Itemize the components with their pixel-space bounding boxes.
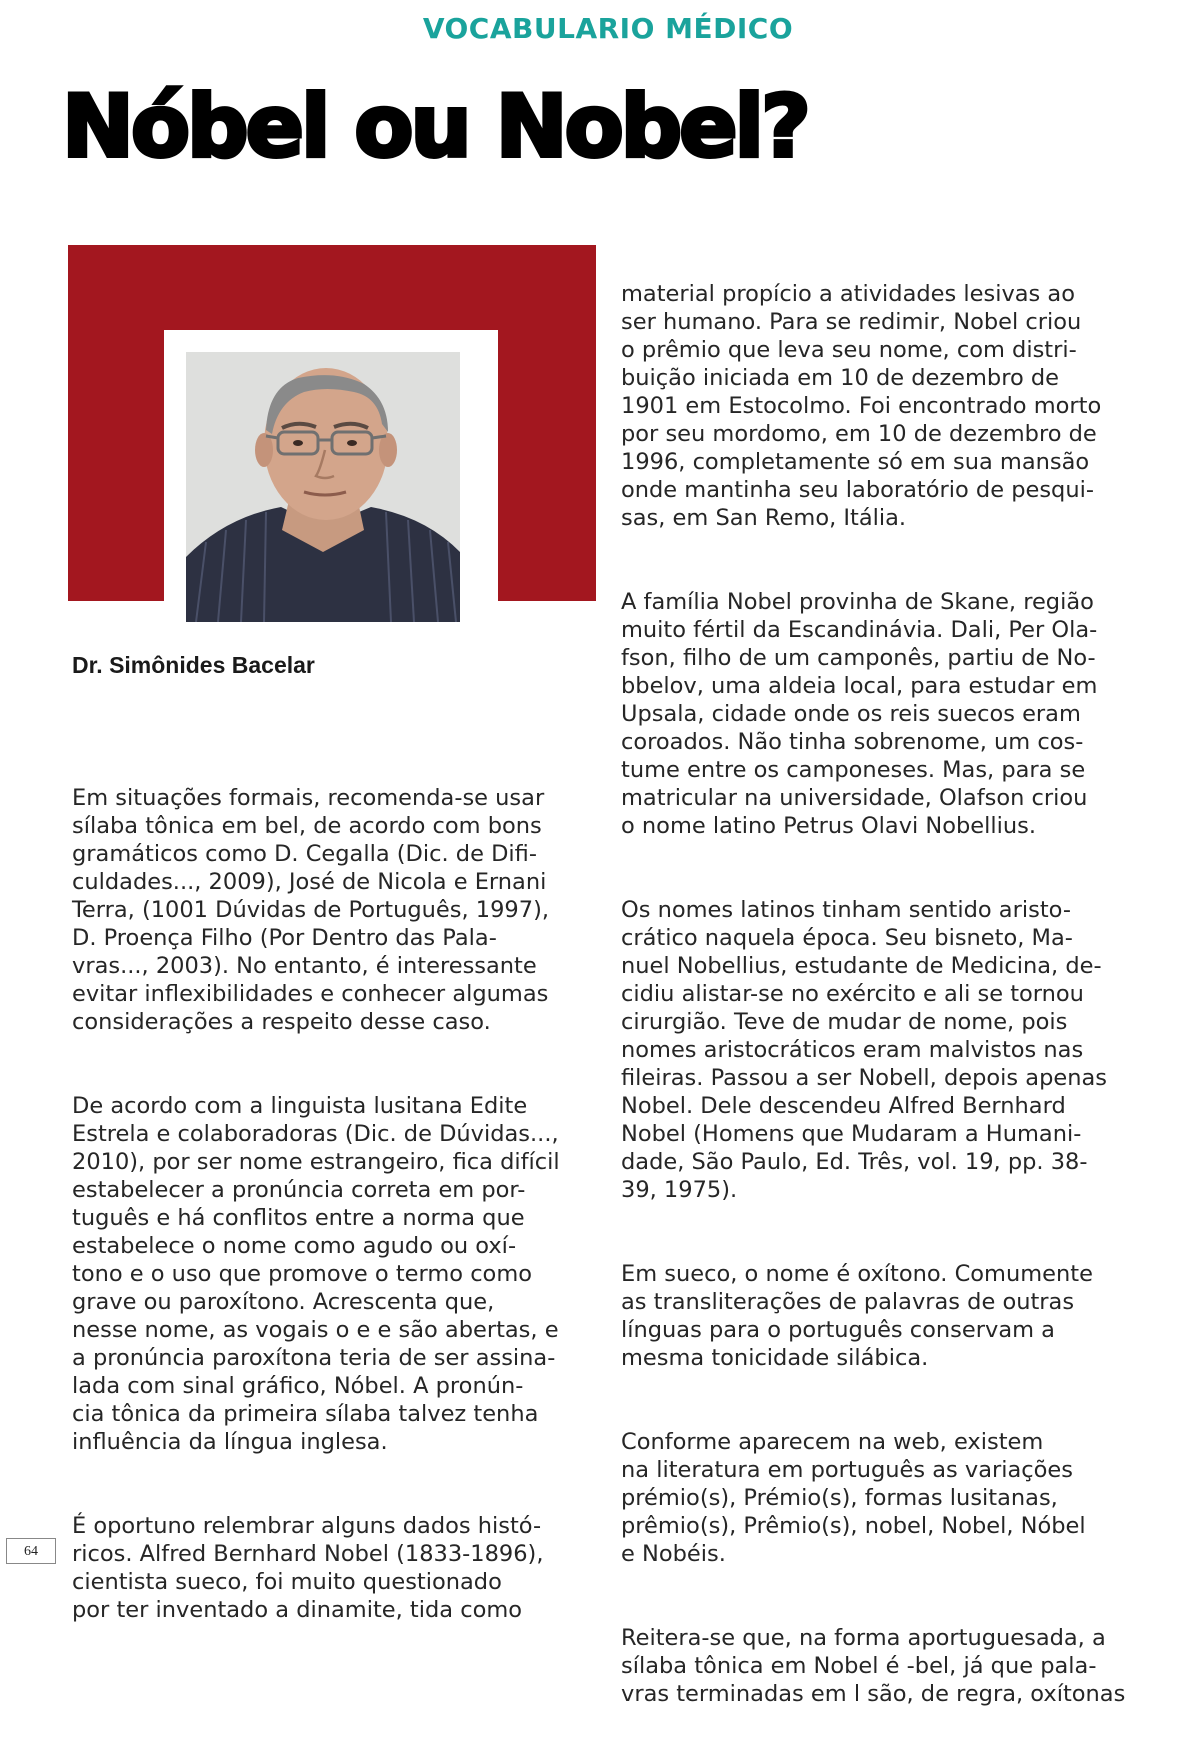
paragraph: Em sueco, o nome é oxítono. Comumente as transliterações de palavras de outras línguas para o português conservam a mesma tonicidade silábica. <box>621 1261 1093 1371</box>
author-photo-block <box>68 245 596 601</box>
paragraph: De acordo com a linguista lusitana Edite Estrela e colaboradoras (Dic. de Dúvidas..., 2010), por ser nome estrangeiro, fica difícil estabelecer a pronúncia correta em por- tuguês e há conflitos entre a norma que estabelece o nome como agudo ou oxí- tono e o uso que promove o termo como grave ou paroxítono. Acrescenta que, nesse nome, as vogais o e e são abertas, e a pronúncia paroxítona teria de ser assina- lada com sinal gráfico, Nóbel. A pronún- cia tônica da primeira sílaba talvez tenha influência da língua inglesa. <box>72 1093 560 1455</box>
right-column <box>621 252 1166 1764</box>
left-column <box>72 756 612 1680</box>
author-portrait <box>186 352 460 622</box>
paragraph: Os nomes latinos tinham sentido aristo- crático naquela época. Seu bisneto, Ma- nuel Nobellius, estudante de Medicina, de- cidiu alistar-se no exército e ali se tornou cirurgião. Teve de mudar de nome, pois nomes aristocráticos eram malvistos nas fileiras. Passou a ser Nobell, depois apenas Nobel. Dele descendeu Alfred Bernhard Nobel (Homens que Mudaram a Humani- dade, São Paulo, Ed. Três, vol. 19, pp. 38- 39, 1975). <box>621 897 1107 1203</box>
paragraph: Reitera-se que, na forma aportuguesada, a sílaba tônica em Nobel é -bel, já que pala- vras terminadas em l são, de regra, oxítonas <box>621 1625 1126 1707</box>
page-title: Nóbel ou Nobel? <box>62 77 808 177</box>
author-name: Dr. Simônides Bacelar <box>72 652 315 678</box>
section-label: VOCABULARIO MÉDICO <box>422 12 794 45</box>
paragraph: Em situações formais, recomenda-se usar sílaba tônica em bel, de acordo com bons gramáticos como D. Cegalla (Dic. de Difi- culdades..., 2009), José de Nicola e Ernani Terra, (1001 Dúvidas de Português, 1997), D. Proença Filho (Por Dentro das Pala- vras..., 2003). No entanto, é interessante evitar inflexibilidades e conhecer algumas considerações a respeito desse caso. <box>72 785 549 1035</box>
paragraph: A família Nobel provinha de Skane, região muito fértil da Escandinávia. Dali, Per Ola- fson, filho de um camponês, partiu de No- bbelov, uma aldeia local, para estudar em Upsala, cidade onde os reis suecos eram coroados. Não tinha sobrenome, um cos- tume entre os camponeses. Mas, para se matricular na universidade, Olafson criou o nome latino Petrus Olavi Nobellius. <box>621 589 1098 839</box>
page-number: 64 <box>6 1538 56 1564</box>
portrait-illustration <box>186 352 460 622</box>
photo-frame <box>164 330 498 601</box>
paragraph: material propício a atividades lesivas ao ser humano. Para se redimir, Nobel criou o prêmio que leva seu nome, com distri- buição iniciada em 10 de dezembro de 1901 em Estocolmo. Foi encontrado morto por seu mordomo, em 10 de dezembro de 1996, completamente só em sua mansão onde mantinha seu laboratório de pesqui- sas, em San Remo, Itália. <box>621 281 1102 531</box>
paragraph: É oportuno relembrar alguns dados histó- ricos. Alfred Bernhard Nobel (1833-1896), cientista sueco, foi muito questionado por ter inventado a dinamite, tida como <box>72 1513 544 1623</box>
paragraph: Conforme aparecem na web, existem na literatura em português as variações prémio(s), Prémio(s), formas lusitanas, prêmio(s), Prêmio(s), nobel, Nobel, Nóbel e Nobéis. <box>621 1429 1086 1567</box>
